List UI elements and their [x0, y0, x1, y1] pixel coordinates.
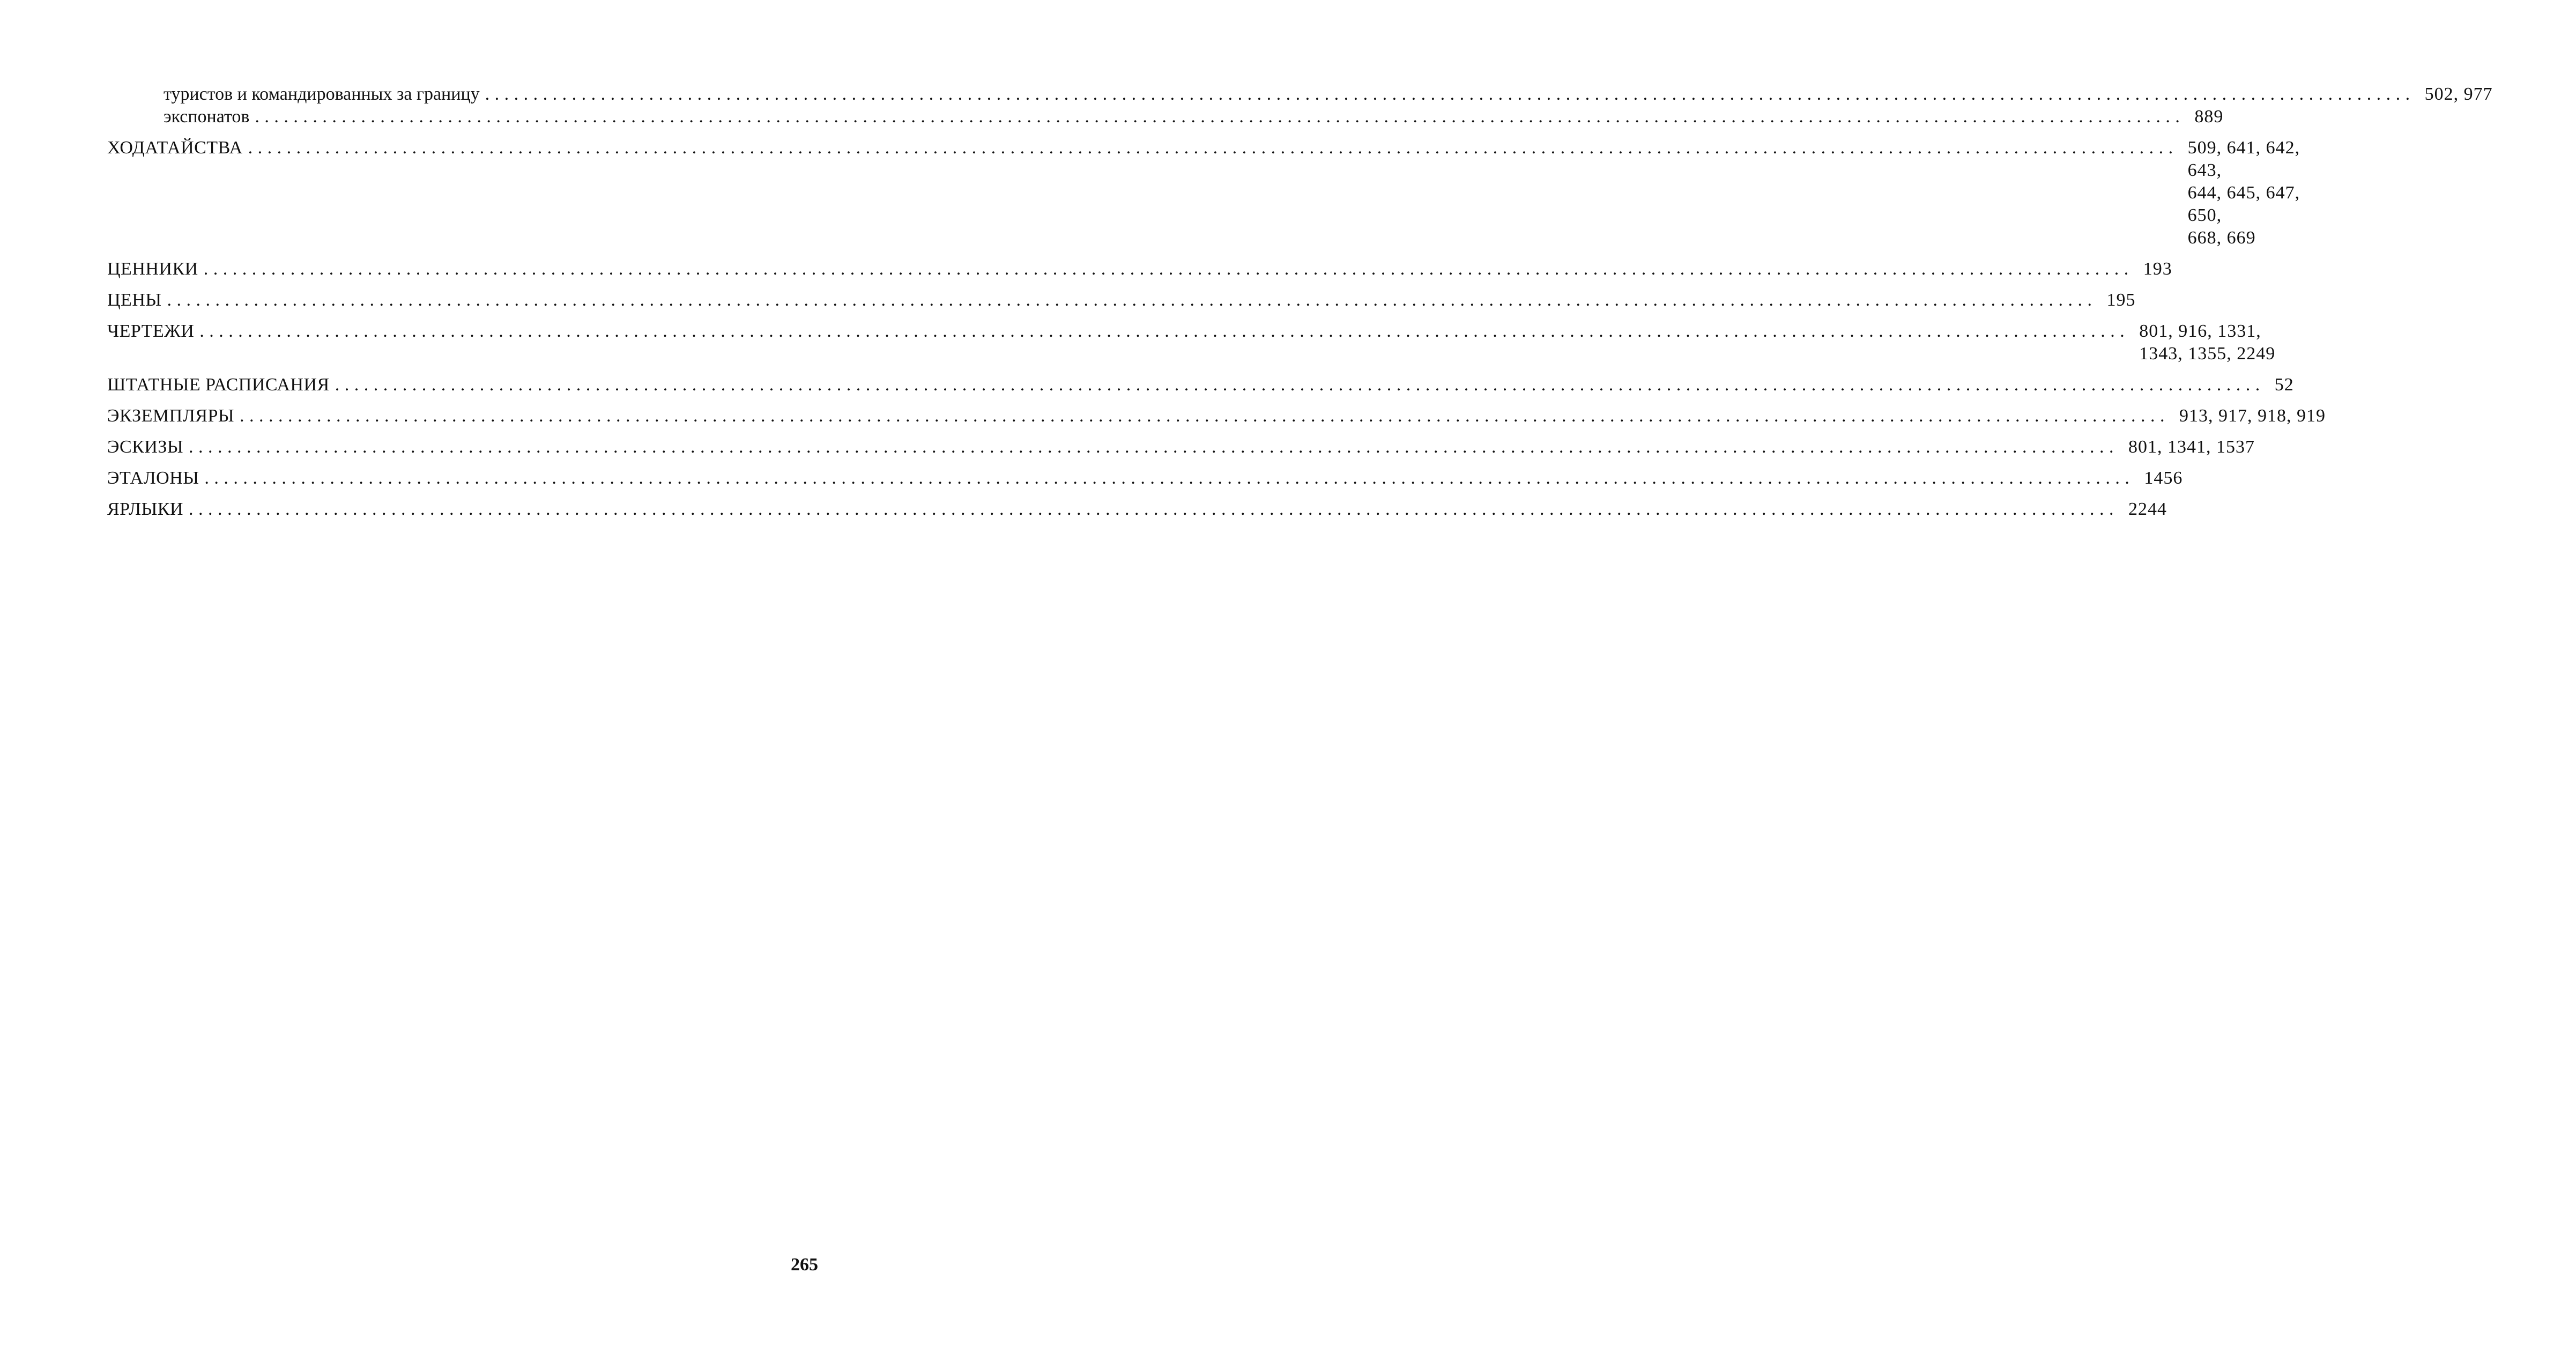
dot-leader: ........................................................................................................................................................................................................	[240, 406, 2170, 426]
dot-leader: ........................................................................................................................................................................................................	[188, 499, 2119, 519]
index-pages: 193	[2143, 259, 2172, 279]
page-number: 265	[791, 1255, 818, 1275]
index-pages: 913, 917, 918, 919	[2179, 406, 2326, 426]
index-entry	[107, 467, 2183, 490]
dot-leader: ........................................................................................................................................................................................................	[485, 84, 2415, 104]
dot-leader: ........................................................................................................................................................................................................	[167, 290, 2097, 310]
index-entry	[107, 258, 2172, 280]
index-pages: 2244	[2128, 499, 2167, 519]
index-term: туристов и командированных за границу	[164, 84, 480, 104]
index-term: ЭТАЛОНЫ	[107, 468, 199, 488]
index-pages: 52	[2274, 375, 2294, 395]
index-entry	[107, 436, 2255, 458]
index-pages: 1456	[2144, 468, 2183, 488]
index-term: ЯРЛЫКИ	[107, 499, 183, 519]
dot-leader: ........................................................................................................................................................................................................	[204, 468, 2135, 488]
index-entry	[107, 289, 2136, 312]
index-pages: 502, 977	[2424, 84, 2493, 104]
index-term: ШТАТНЫЕ РАСПИСАНИЯ	[107, 375, 330, 395]
index-list	[107, 83, 2493, 521]
index-term: ЦЕННИКИ	[107, 259, 198, 279]
index-entry	[107, 405, 2326, 427]
index-term: ЧЕРТЕЖИ	[107, 321, 195, 341]
index-term: ЭСКИЗЫ	[107, 437, 184, 457]
index-term: экспонатов	[164, 107, 250, 127]
index-entry	[107, 320, 2276, 365]
index-term: ЭКЗЕМПЛЯРЫ	[107, 406, 235, 426]
index-entry	[107, 498, 2167, 521]
index-pages: 889	[2194, 107, 2224, 127]
dot-leader: ........................................................................................................................................................................................................	[255, 107, 2185, 127]
dot-leader: ........................................................................................................................................................................................................	[189, 437, 2119, 457]
index-entry	[107, 137, 2300, 249]
index-term: ХОДАТАЙСТВА	[107, 138, 243, 158]
index-pages: 801, 916, 1331, 1343, 1355, 2249	[2139, 321, 2276, 364]
index-entry	[107, 106, 2224, 128]
index-entry	[107, 83, 2493, 106]
index-entry	[107, 374, 2294, 396]
index-pages: 195	[2106, 290, 2136, 310]
dot-leader: ........................................................................................................................................................................................................	[248, 138, 2178, 158]
dot-leader: ........................................................................................................................................................................................................	[335, 375, 2265, 395]
index-pages: 801, 1341, 1537	[2128, 437, 2255, 457]
dot-leader: ........................................................................................................................................................................................................	[199, 321, 2130, 341]
index-pages: 509, 641, 642, 643, 644, 645, 647, 650, 668, 669	[2187, 138, 2300, 248]
dot-leader: ........................................................................................................................................................................................................	[203, 259, 2134, 279]
index-term: ЦЕНЫ	[107, 290, 162, 310]
